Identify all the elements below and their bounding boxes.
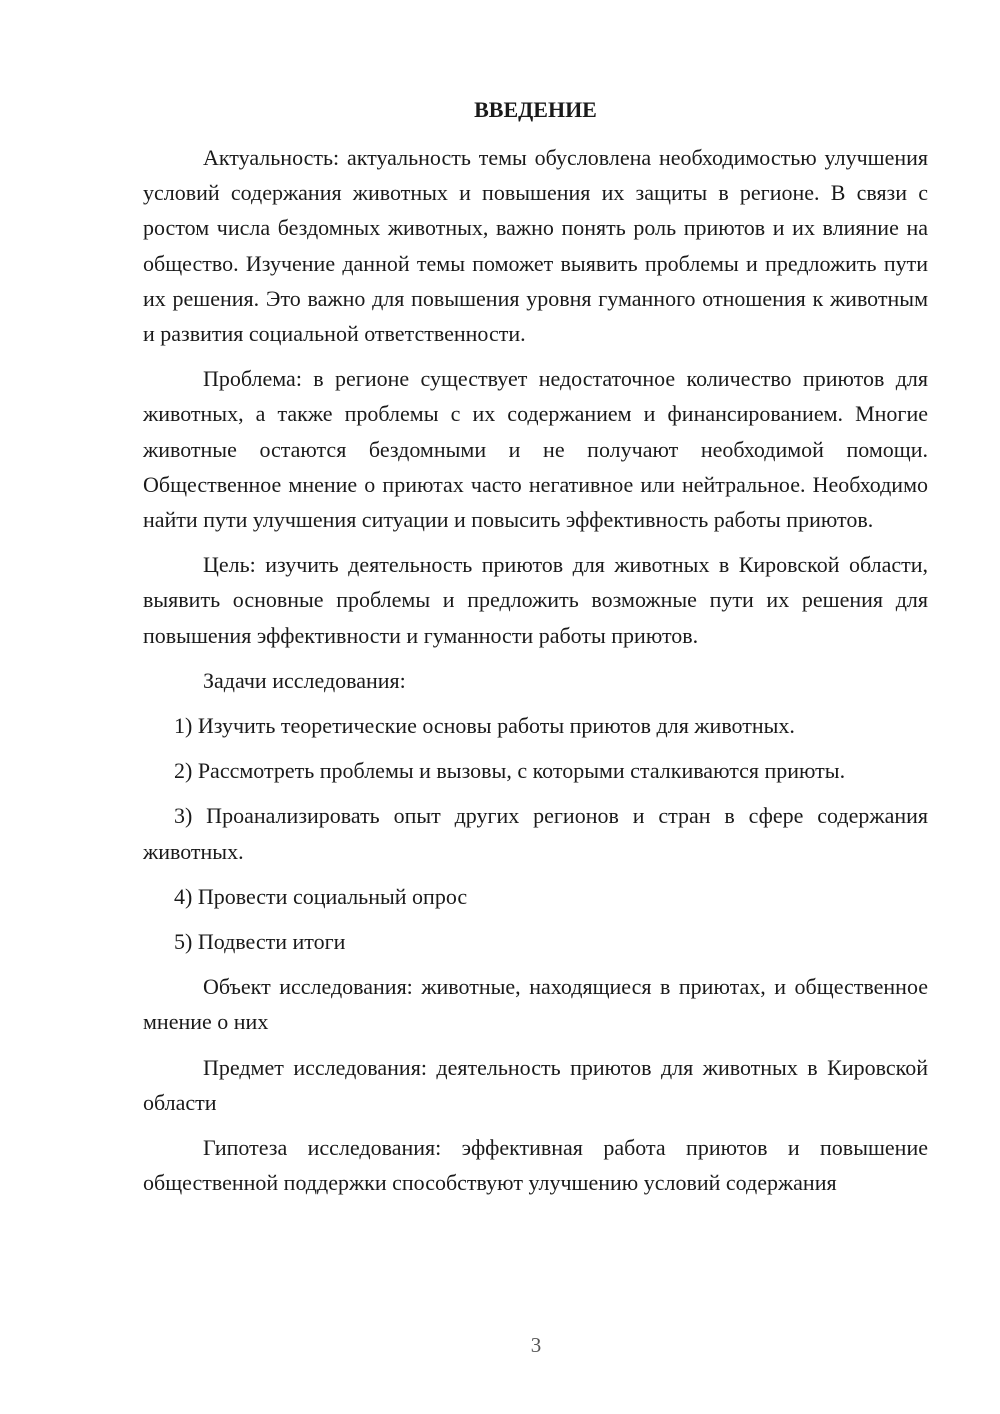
task-item-2: 2) Рассмотреть проблемы и вызовы, с которыми сталкиваются приюты. (174, 758, 846, 784)
page-number: 3 (530, 1333, 542, 1357)
paragraph-goal: Цель: изучить деятельность приютов для животных в Кировской области, выявить основные проблемы и предложить возможные пути их решения для повышения эффективности и гуманности работы приютов. (143, 552, 928, 648)
paragraph-problem: Проблема: в регионе существует недостаточное количество приютов для животных, а также проблемы с их содержанием и финансированием. Многие животные остаются бездомными и не получают необходимой помощи. Общественное мнение о приютах часто негативное или нейтральное. Необходимо найти пути улучшения ситуации и повысить эффективность работы приютов. (143, 366, 928, 533)
task-item-1: 1) Изучить теоретические основы работы приютов для животных. (174, 713, 795, 739)
paragraph-relevance: Актуальность: актуальность темы обусловлена необходимостью улучшения условий содержания животных и повышения их защиты в регионе. В связи с ростом числа бездомных животных, важно понять роль приютов и их влияние на общество. Изучение данной темы поможет выявить проблемы и предложить пути их решения. Это важно для повышения уровня гуманного отношения к животным и развития социальной ответственности. (143, 145, 928, 347)
paragraph-hypothesis: Гипотеза исследования: эффективная работа приютов и повышение общественной поддержки способствуют улучшению условий содержания (143, 1135, 928, 1196)
page-title: ВВЕДЕНИЕ (474, 97, 597, 122)
document-page (143, 92, 928, 1200)
paragraph-object: Объект исследования: животные, находящиеся в приютах, и общественное мнение о них (143, 974, 928, 1035)
task-item-3: 3) Проанализировать опыт других регионов и стран в сфере содержания животных. (143, 803, 928, 864)
task-item-4: 4) Провести социальный опрос (174, 883, 468, 909)
paragraph-tasks-heading: Задачи исследования: (203, 667, 406, 693)
paragraph-subject: Предмет исследования: деятельность приютов для животных в Кировской области (143, 1054, 928, 1115)
task-item-5: 5) Подвести итоги (174, 929, 346, 955)
